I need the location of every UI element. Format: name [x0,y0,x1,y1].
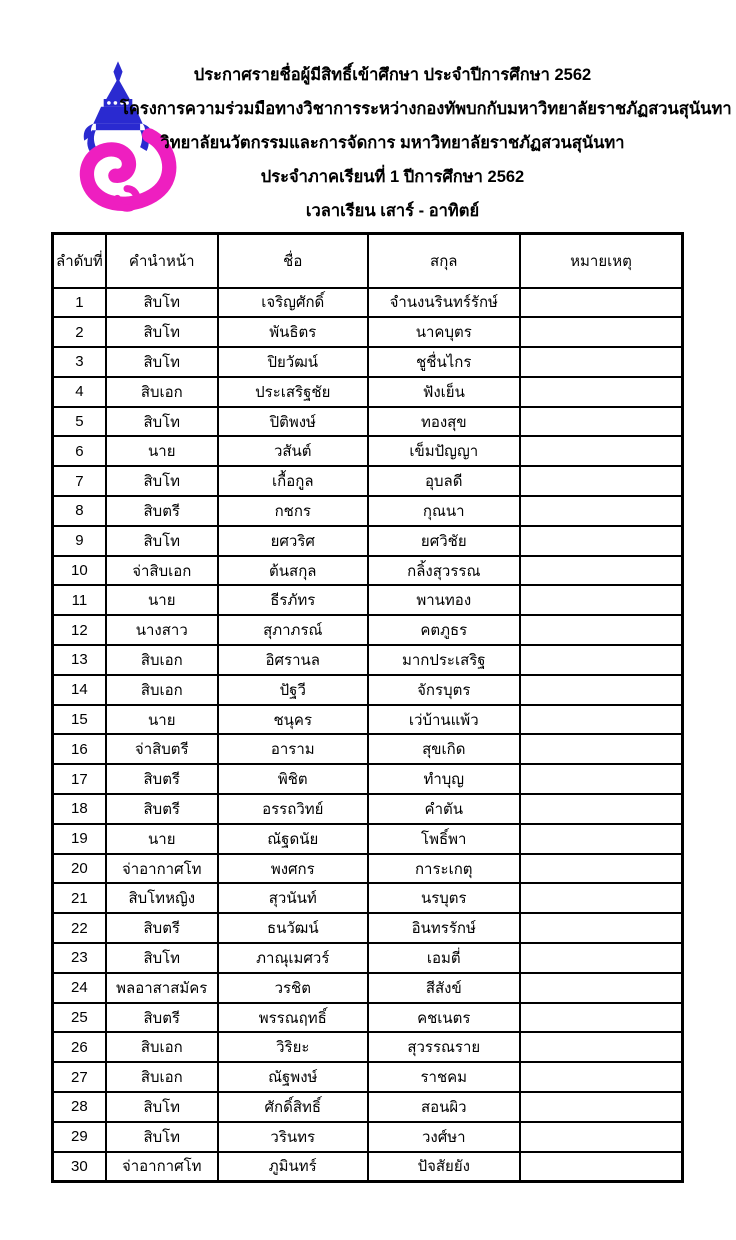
cell-surname: คำตัน [368,794,520,824]
cell-surname: ปัจสัยยัง [368,1152,520,1182]
cell-remarks [520,705,683,735]
title-line-4: ประจำภาคเรียนที่ 1 ปีการศึกษา 2562 [260,168,525,186]
cell-index: 8 [53,496,106,526]
cell-firstname: ปิติพงษ์ [218,407,368,437]
cell-prefix: นางสาว [106,615,218,645]
table-row [53,436,683,466]
cell-prefix: สิบโท [106,943,218,973]
cell-prefix: นาย [106,585,218,615]
document-header [120,58,732,228]
cell-remarks [520,288,683,318]
cell-prefix: สิบโท [106,526,218,556]
cell-remarks [520,556,683,586]
table-row [53,615,683,645]
cell-prefix: สิบโท [106,347,218,377]
cell-firstname: วสันต์ [218,436,368,466]
cell-remarks [520,436,683,466]
table-row [53,943,683,973]
student-roster-table [51,232,684,1183]
cell-firstname: วรินทร [218,1122,368,1152]
table-row [53,794,683,824]
cell-prefix: สิบโทหญิง [106,883,218,913]
cell-firstname: ปิยวัฒน์ [218,347,368,377]
cell-surname: กุณนา [368,496,520,526]
cell-remarks [520,824,683,854]
cell-remarks [520,854,683,884]
cell-firstname: ยศวริศ [218,526,368,556]
cell-prefix: สิบเอก [106,645,218,675]
cell-surname: สุวรรณราย [368,1032,520,1062]
cell-surname: อินทรรักษ์ [368,913,520,943]
cell-firstname: กชกร [218,496,368,526]
cell-surname: นรบุตร [368,883,520,913]
cell-firstname: พรรณฤทธิ์ [218,1003,368,1033]
table-row [53,1003,683,1033]
cell-surname: คชเนตร [368,1003,520,1033]
cell-prefix: สิบตรี [106,1003,218,1033]
title-line-1: ประกาศรายชื่อผู้มีสิทธิ์เข้าศึกษา ประจำปีการศึกษา 2562 [193,66,592,84]
table-row [53,734,683,764]
cell-index: 7 [53,466,106,496]
cell-index: 4 [53,377,106,407]
table-row [53,466,683,496]
table-row [53,824,683,854]
cell-index: 17 [53,764,106,794]
cell-surname: สุขเกิด [368,734,520,764]
cell-prefix: สิบโท [106,288,218,318]
cell-index: 15 [53,705,106,735]
cell-surname: นาคบุตร [368,317,520,347]
table-row [53,675,683,705]
cell-firstname: ประเสริฐชัย [218,377,368,407]
cell-firstname: อิศรานล [218,645,368,675]
cell-remarks [520,943,683,973]
table-row [53,645,683,675]
cell-remarks [520,377,683,407]
cell-remarks [520,347,683,377]
table-row [53,1062,683,1092]
cell-index: 25 [53,1003,106,1033]
cell-prefix: จ่าสิบตรี [106,734,218,764]
cell-remarks [520,1122,683,1152]
cell-firstname: เจริญศักดิ์ [218,288,368,318]
cell-firstname: ต้นสกุล [218,556,368,586]
cell-surname: คตภูธร [368,615,520,645]
column-header-index: ลำดับที่ [53,234,106,288]
cell-remarks [520,675,683,705]
cell-firstname: ณัฐดนัย [218,824,368,854]
cell-prefix: สิบโท [106,407,218,437]
cell-index: 19 [53,824,106,854]
cell-remarks [520,526,683,556]
cell-firstname: ธนวัฒน์ [218,913,368,943]
title-line-3: วิทยาลัยนวัตกรรมและการจัดการ มหาวิทยาลัยราชภัฏสวนสุนันทา [160,134,625,152]
title-line-2: โครงการความร่วมมือทางวิชาการระหว่างกองทัพบกกับมหาวิทยาลัยราชภัฏสวนสุนันทา [120,100,732,118]
table-row [53,1092,683,1122]
cell-remarks [520,734,683,764]
cell-prefix: สิบเอก [106,1032,218,1062]
table-row [53,526,683,556]
cell-surname: เอมตี่ [368,943,520,973]
cell-index: 20 [53,854,106,884]
cell-surname: ฟังเย็น [368,377,520,407]
cell-index: 16 [53,734,106,764]
cell-prefix: สิบเอก [106,675,218,705]
cell-firstname: อรรถวิทย์ [218,794,368,824]
cell-prefix: นาย [106,436,218,466]
cell-firstname: พิชิต [218,764,368,794]
cell-index: 2 [53,317,106,347]
cell-prefix: จ่าอากาศโท [106,1152,218,1182]
cell-index: 11 [53,585,106,615]
cell-remarks [520,1032,683,1062]
cell-index: 23 [53,943,106,973]
cell-firstname: ภูมินทร์ [218,1152,368,1182]
cell-remarks [520,317,683,347]
table-row [53,764,683,794]
cell-prefix: สิบตรี [106,496,218,526]
cell-surname: ทำบุญ [368,764,520,794]
cell-firstname: วิริยะ [218,1032,368,1062]
cell-index: 13 [53,645,106,675]
cell-prefix: พลอาสาสมัคร [106,973,218,1003]
table-row [53,883,683,913]
cell-index: 26 [53,1032,106,1062]
cell-prefix: สิบตรี [106,794,218,824]
title-line-5: เวลาเรียน เสาร์ - อาทิตย์ [305,202,480,220]
cell-remarks [520,585,683,615]
cell-index: 24 [53,973,106,1003]
cell-surname: ยศวิชัย [368,526,520,556]
cell-prefix: จ่าอากาศโท [106,854,218,884]
cell-remarks [520,645,683,675]
cell-prefix: จ่าสิบเอก [106,556,218,586]
cell-firstname: ณัฐพงษ์ [218,1062,368,1092]
cell-index: 29 [53,1122,106,1152]
cell-surname: มากประเสริฐ [368,645,520,675]
cell-remarks [520,913,683,943]
cell-index: 5 [53,407,106,437]
cell-remarks [520,496,683,526]
cell-prefix: สิบโท [106,317,218,347]
cell-surname: จักรบุตร [368,675,520,705]
column-header-firstname: ชื่อ [218,234,368,288]
table-row [53,496,683,526]
table-header-row [53,234,683,288]
cell-prefix: สิบตรี [106,913,218,943]
table-row [53,317,683,347]
cell-prefix: สิบตรี [106,764,218,794]
table-row [53,1122,683,1152]
table-row [53,854,683,884]
cell-prefix: สิบโท [106,466,218,496]
table-row [53,705,683,735]
cell-surname: จำนงนรินทร์รักษ์ [368,288,520,318]
cell-surname: วงศ์ษา [368,1122,520,1152]
cell-surname: ชูชื่นไกร [368,347,520,377]
cell-prefix: นาย [106,824,218,854]
cell-firstname: ปัฐวี [218,675,368,705]
cell-surname: ทองสุข [368,407,520,437]
cell-firstname: พงศกร [218,854,368,884]
cell-surname: เว่บ้านแพ้ว [368,705,520,735]
cell-firstname: อาราม [218,734,368,764]
cell-index: 30 [53,1152,106,1182]
cell-remarks [520,466,683,496]
cell-remarks [520,883,683,913]
cell-firstname: ธีรภัทร [218,585,368,615]
cell-surname: เข็มปัญญา [368,436,520,466]
cell-firstname: เกื้อกูล [218,466,368,496]
cell-remarks [520,407,683,437]
cell-prefix: สิบโท [106,1122,218,1152]
cell-firstname: สุภาภรณ์ [218,615,368,645]
cell-index: 14 [53,675,106,705]
cell-index: 28 [53,1092,106,1122]
cell-index: 18 [53,794,106,824]
cell-surname: สอนผิว [368,1092,520,1122]
cell-index: 22 [53,913,106,943]
table-row [53,1032,683,1062]
cell-index: 1 [53,288,106,318]
table-row [53,913,683,943]
cell-remarks [520,1003,683,1033]
cell-index: 3 [53,347,106,377]
cell-surname: สีสังข์ [368,973,520,1003]
cell-remarks [520,1062,683,1092]
cell-firstname: สุวนันท์ [218,883,368,913]
cell-remarks [520,1152,683,1182]
cell-prefix: สิบเอก [106,1062,218,1092]
cell-firstname: ภาณุเมศวร์ [218,943,368,973]
cell-index: 27 [53,1062,106,1092]
cell-index: 10 [53,556,106,586]
cell-remarks [520,1092,683,1122]
cell-prefix: สิบเอก [106,377,218,407]
cell-surname: การะเกตุ [368,854,520,884]
cell-surname: โพธิ์พา [368,824,520,854]
cell-index: 6 [53,436,106,466]
cell-firstname: ศักดิ์สิทธิ์ [218,1092,368,1122]
cell-index: 12 [53,615,106,645]
table-row [53,585,683,615]
cell-surname: อุบลดี [368,466,520,496]
cell-remarks [520,973,683,1003]
table-row [53,288,683,318]
cell-prefix: สิบโท [106,1092,218,1122]
table-row [53,1152,683,1182]
cell-prefix: นาย [106,705,218,735]
column-header-surname: สกุล [368,234,520,288]
cell-firstname: พันธิตร [218,317,368,347]
table-row [53,973,683,1003]
cell-remarks [520,764,683,794]
cell-surname: ราชคม [368,1062,520,1092]
column-header-prefix: คำนำหน้า [106,234,218,288]
cell-remarks [520,615,683,645]
cell-remarks [520,794,683,824]
cell-index: 21 [53,883,106,913]
table-row [53,347,683,377]
cell-firstname: ชนุคร [218,705,368,735]
table-row [53,556,683,586]
cell-firstname: วรชิต [218,973,368,1003]
cell-surname: พานทอง [368,585,520,615]
table-row [53,377,683,407]
cell-index: 9 [53,526,106,556]
column-header-remarks: หมายเหตุ [520,234,683,288]
table-row [53,407,683,437]
cell-surname: กลิ้งสุวรรณ [368,556,520,586]
